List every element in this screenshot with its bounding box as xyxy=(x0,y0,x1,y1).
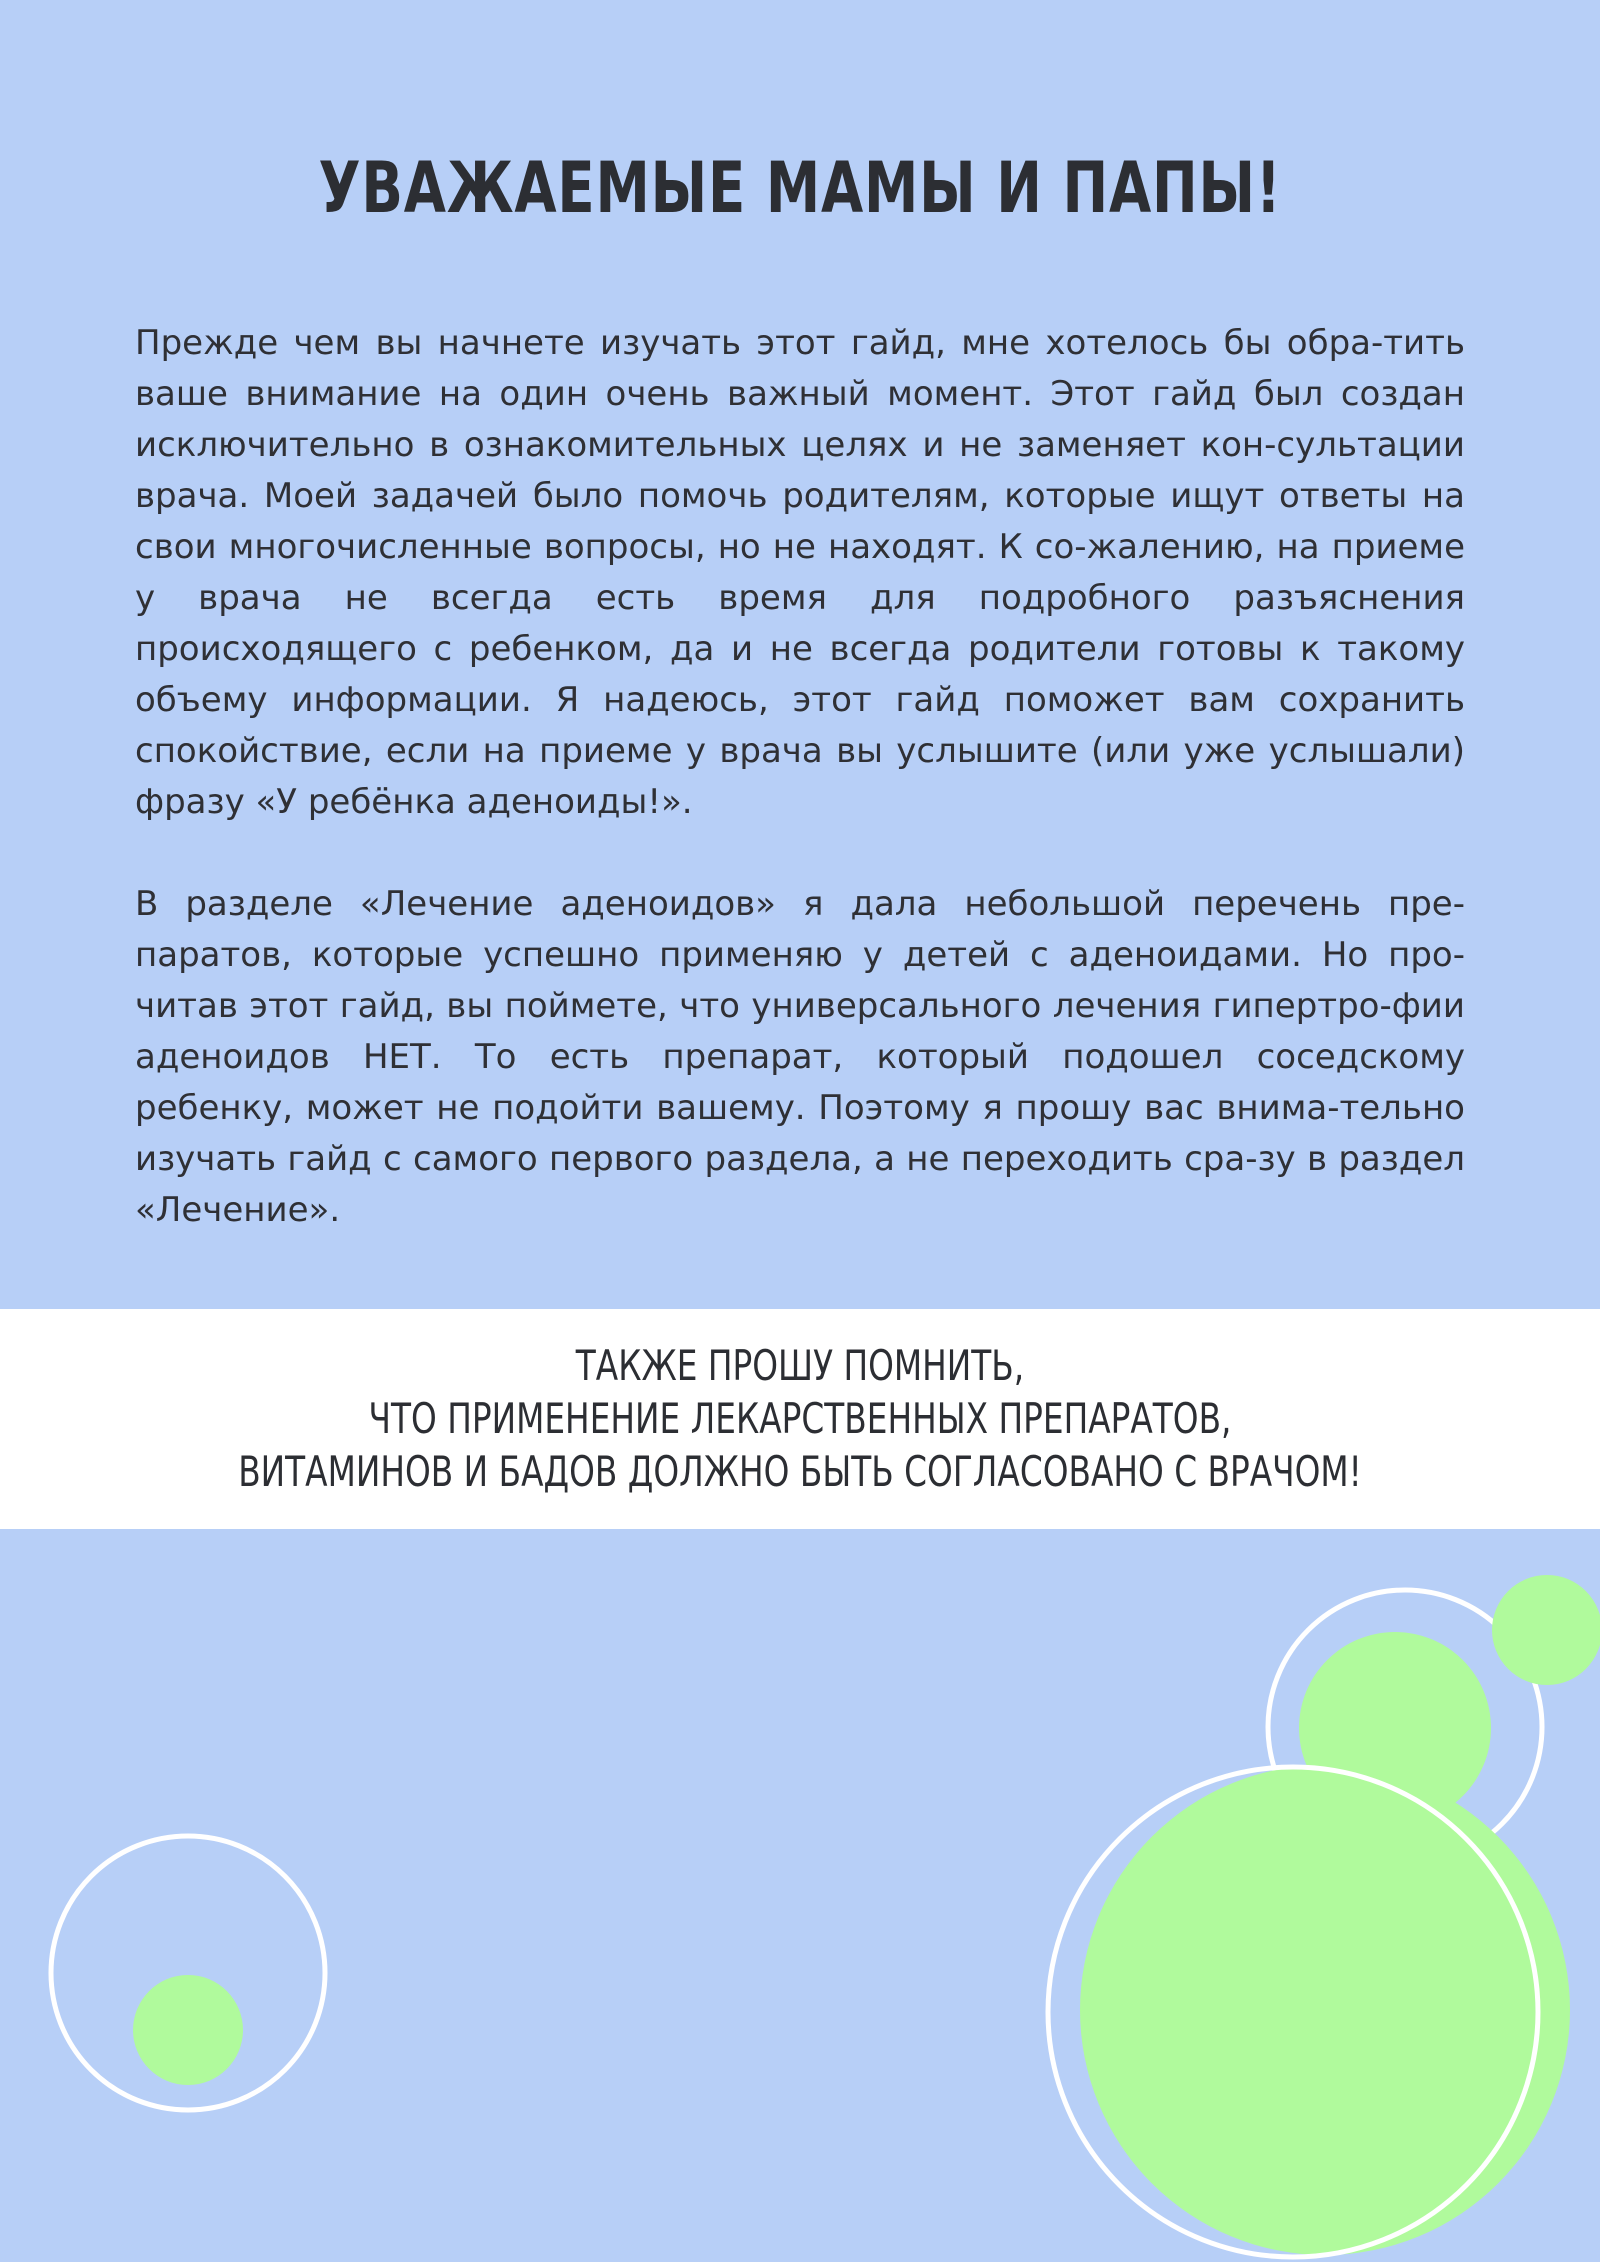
green-circle-top-right xyxy=(1299,1632,1491,1824)
intro-paragraph-1: Прежде чем вы начнете изучать этот гайд, мне хотелось бы обра-тить ваше внимание на один очень важный момент. Этот гайд был создан исключительно в ознакомительных целях и не заменяет кон-сультации врача. Моей задачей было помочь родителям, которые ищут ответы на свои многочисленные вопросы, но не находят. К со-жалению, на приеме у врача не всегда есть время для подробного разъяснения происходящего с ребенком, да и не всегда родители готовы к такому объему информации. Я надеюсь, этот гайд поможет вам сохранить спокойствие, если на приеме у врача вы услышите (или уже услышали) фразу «У ребёнка аденоиды!». xyxy=(135,323,1465,822)
green-dot-bottom-left xyxy=(133,1975,243,2085)
intro-text xyxy=(135,318,1465,1287)
notice-line-1: ТАКЖЕ ПРОШУ ПОМНИТЬ, xyxy=(575,1341,1025,1390)
green-circle-large xyxy=(1080,1765,1570,2255)
intro-paragraph-2: В разделе «Лечение аденоидов» я дала небольшой перечень пре-паратов, которые успешно применяю у детей с аденоидами. Но про-читав этот гайд, вы поймете, что универсального лечения гипертро-фии аденоидов НЕТ. То есть препарат, который подошел соседскому ребенку, может не подойти вашему. Поэтому я прошу вас внима-тельно изучать гайд с самого первого раздела, а не переходить сра-зу в раздел «Лечение». xyxy=(135,884,1465,1230)
ring-top-right xyxy=(1268,1590,1542,1864)
notice-band xyxy=(0,1309,1600,1529)
notice-text xyxy=(176,1339,1424,1498)
notice-line-3: ВИТАМИНОВ И БАДОВ ДОЛЖНО БЫТЬ СОГЛАСОВАНО С ВРАЧОМ! xyxy=(238,1447,1362,1496)
ring-bottom-left xyxy=(51,1836,325,2110)
page-title: УВАЖАЕМЫЕ МАМЫ И ПАПЫ! xyxy=(318,147,1282,229)
ring-large xyxy=(1048,1767,1538,2257)
green-dot-corner xyxy=(1492,1575,1600,1685)
notice-line-2: ЧТО ПРИМЕНЕНИЕ ЛЕКАРСТВЕННЫХ ПРЕПАРАТОВ, xyxy=(368,1394,1232,1443)
